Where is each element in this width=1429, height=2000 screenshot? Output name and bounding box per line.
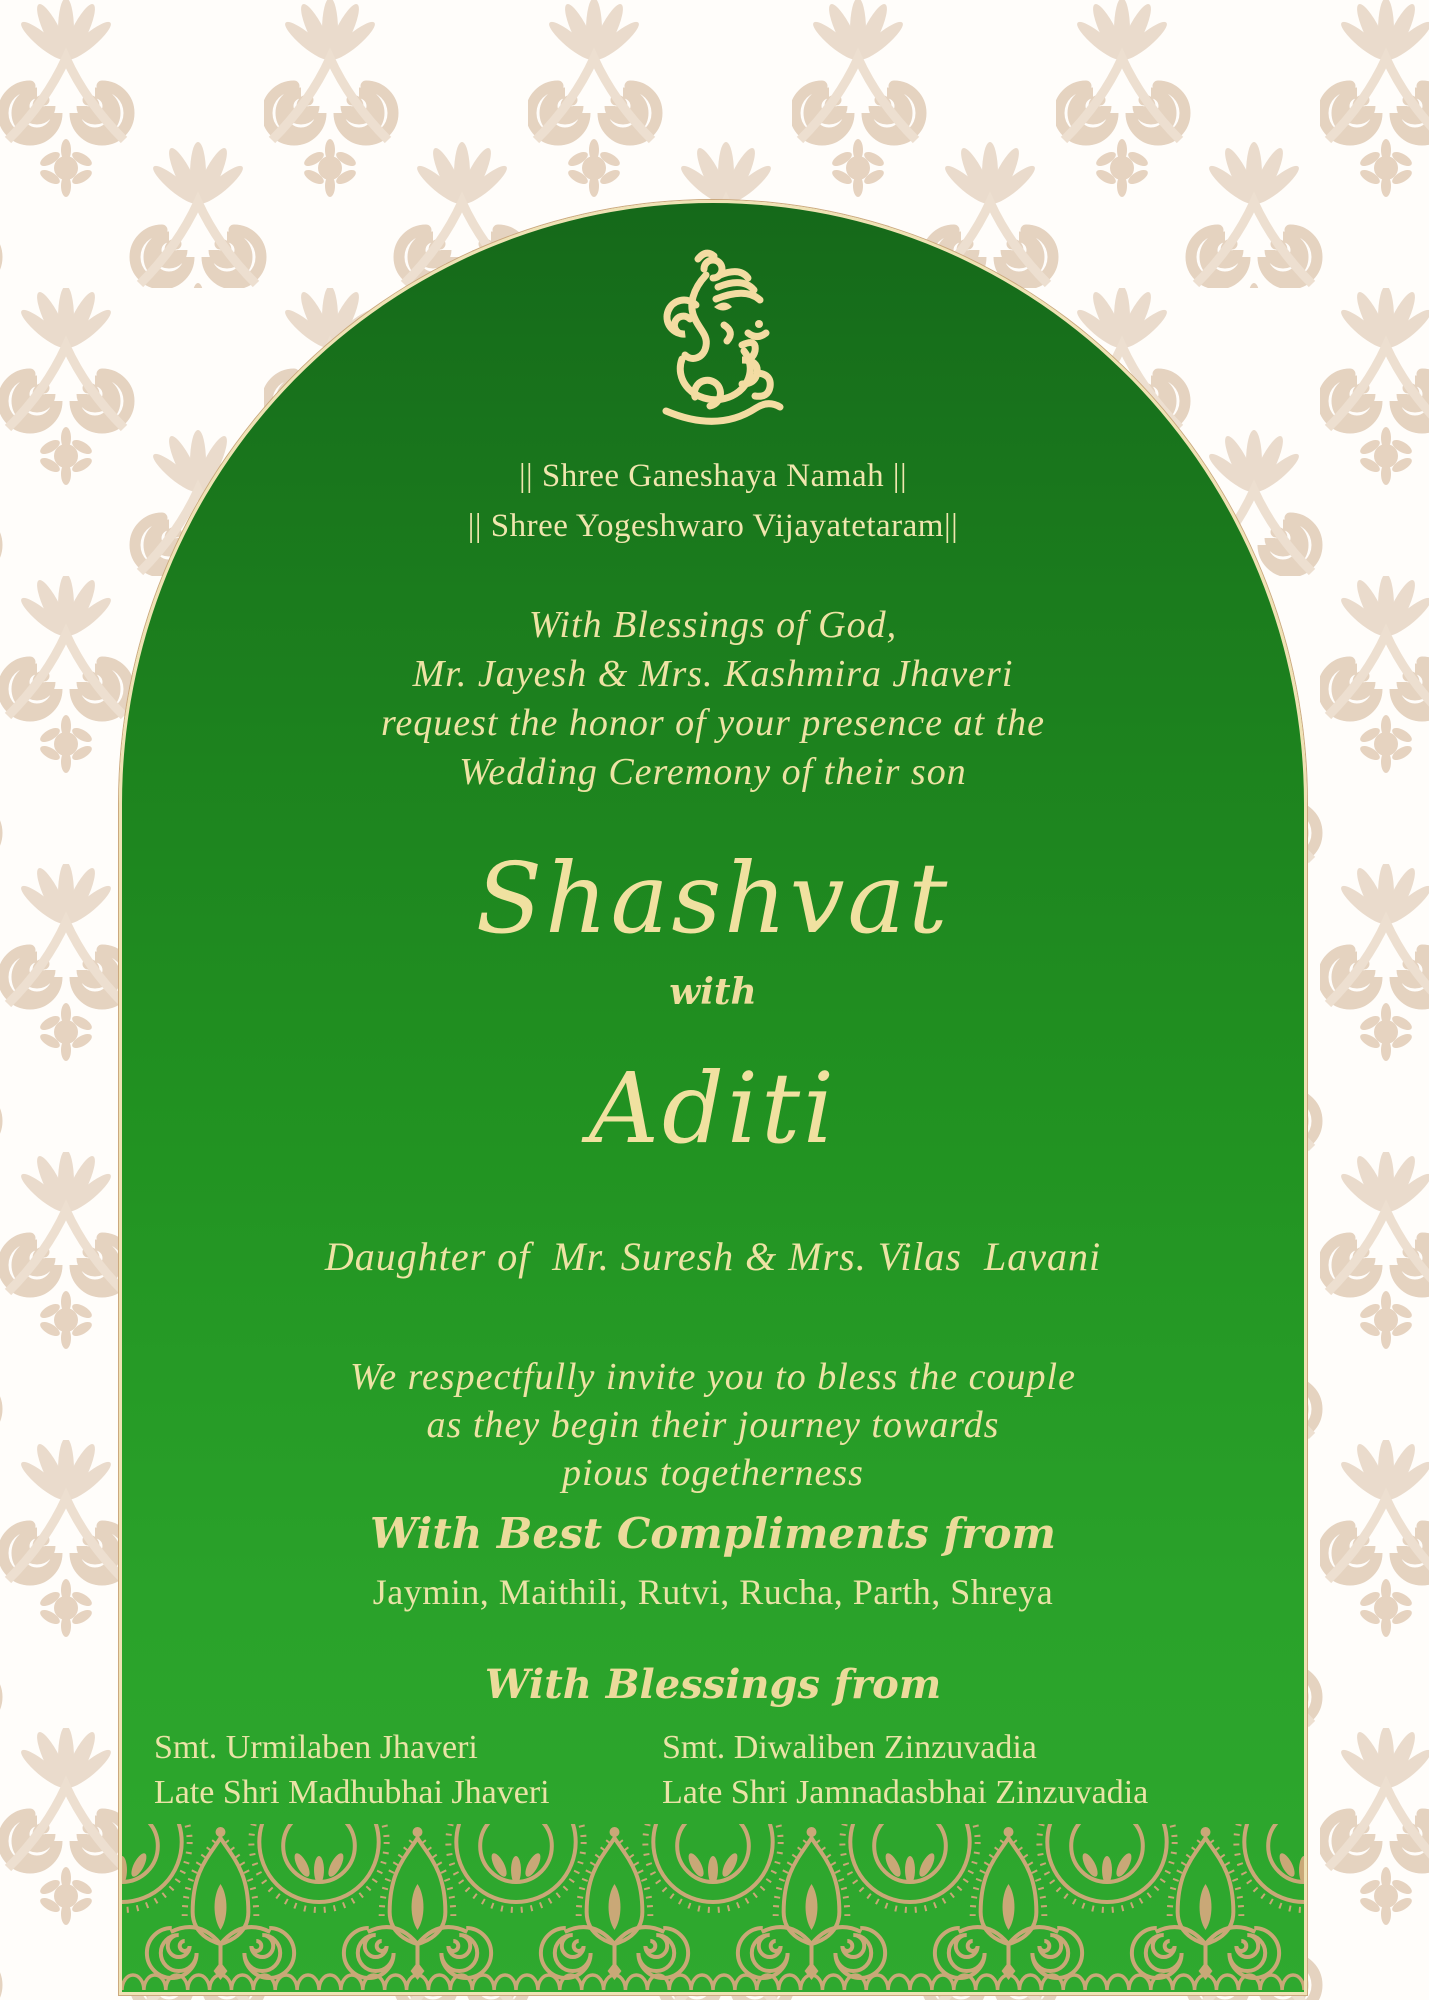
blessings-column-right [662, 1725, 1148, 1815]
compliments-heading: With Best Compliments from [369, 1509, 1056, 1558]
compliments-names: Jaymin, Maithili, Rutvi, Rucha, Parth, Shreya [372, 1572, 1054, 1612]
bride-parents-line: Daughter of Mr. Suresh & Mrs. Vilas Lavani [324, 1234, 1102, 1279]
host-blessing-block [122, 601, 1304, 797]
blessing-name: Smt. Diwaliben Zinzuvadia [662, 1729, 1037, 1766]
mehndi-border-pattern [122, 1824, 1304, 1990]
with-connector: with [669, 971, 757, 1013]
blessing-name: Late Shri Jamnadasbhai Zinzuvadia [662, 1774, 1149, 1811]
groom-name: Shashvat [475, 842, 951, 955]
mantra-line-2: || Shree Yogeshwaro Vijayatetaram|| [467, 508, 959, 544]
bride-name: Aditi [588, 1052, 838, 1165]
blessing-name: Late Shri Madhubhai Jhaveri [154, 1774, 550, 1811]
mantra-block [122, 451, 1304, 551]
ganesha-om-icon [638, 245, 788, 435]
blessing-line: With Blessings of God, [528, 604, 898, 646]
invite-line: pious togetherness [562, 1452, 864, 1494]
mantra-line-1: || Shree Ganeshaya Namah || [518, 458, 908, 494]
invitation-card [119, 200, 1307, 1995]
blessings-heading: With Blessings from [484, 1661, 942, 1708]
invite-line: as they begin their journey towards [426, 1404, 1000, 1446]
blessing-name: Smt. Urmilaben Jhaveri [154, 1729, 478, 1766]
blessing-line: Mr. Jayesh & Mrs. Kashmira Jhaveri [412, 653, 1014, 695]
invite-block [122, 1353, 1304, 1497]
blessings-column-left [154, 1725, 550, 1815]
blessing-line: Wedding Ceremony of their son [459, 751, 967, 793]
invite-line: We respectfully invite you to bless the couple [350, 1356, 1076, 1398]
blessing-line: request the honor of your presence at the [381, 702, 1045, 744]
